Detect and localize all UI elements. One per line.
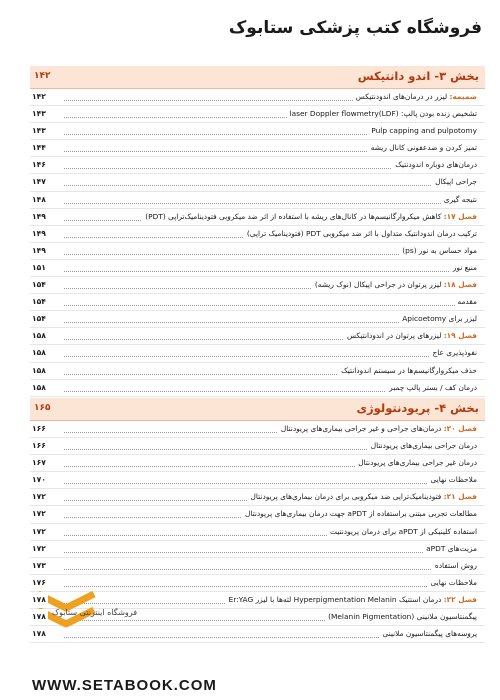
section-page-number: ۱۶۵ [34, 403, 51, 413]
toc-entry [30, 106, 485, 123]
toc-entry [30, 328, 485, 345]
toc-entry-text [423, 541, 477, 557]
toc-entry [30, 294, 485, 311]
dot-leader [64, 174, 477, 186]
entry-title: درمان‌های دوباره اندودنتیک [395, 160, 477, 170]
chapter-label: ضمیمه: [449, 92, 477, 101]
entry-title: مطالعات تجربی مبتنی براستفاده از aPDT جهت درمان بیماری‌های پریودنتال [244, 509, 477, 519]
section-endodontics [30, 66, 485, 397]
toc-page-number: ۱۷۰ [32, 472, 48, 488]
entry-title: نتیجه گیری [443, 194, 477, 204]
toc-entry [30, 277, 485, 294]
toc-entry [30, 438, 485, 455]
dot-leader [64, 192, 477, 204]
entry-title: فتودینامیک‌تراپی ضد میکروبی برای درمان بیماری‌های پریودنتال [250, 492, 442, 502]
store-logo [32, 584, 182, 638]
toc-entry [30, 455, 485, 472]
toc-page-number: ۱۴۹ [32, 243, 48, 259]
dot-leader [64, 260, 477, 272]
toc-entry-text [226, 592, 477, 608]
toc-entry-text [386, 380, 477, 396]
toc-page-number: ۱۷۸ [32, 609, 48, 625]
toc-entry-text [244, 226, 477, 242]
toc-entry-text [248, 489, 477, 505]
chapter-label: فصل ۱۸: [443, 280, 477, 290]
toc-entry-text [278, 421, 477, 437]
section-title: بخش ۳- اندو دانتیکس [357, 69, 479, 83]
entry-title: تمیز کردن و ضدعفونی کانال ریشه [370, 143, 477, 153]
entry-title: مقدمه [457, 297, 477, 307]
toc-page-number: ۱۵۸ [32, 328, 48, 344]
chapter-label: فصل ۲۰: [443, 424, 477, 433]
dot-leader [64, 294, 477, 306]
toc-entry-text [368, 140, 477, 156]
toc-entry-text [428, 472, 478, 488]
toc-entry [30, 260, 485, 277]
toc-entry-text [399, 311, 477, 327]
toc-entry [30, 140, 485, 157]
toc-page-number: ۱۵۸ [32, 363, 48, 379]
toc-entry-text [312, 277, 477, 293]
toc-entry-text [338, 363, 477, 379]
toc-entry-text [399, 243, 477, 259]
footer-url[interactable]: WWW.SETABOOK.COM [32, 677, 217, 694]
dot-leader [64, 558, 477, 570]
toc-entry [30, 311, 485, 328]
toc-entry-text [455, 294, 478, 310]
dot-leader [64, 541, 477, 553]
toc-page-number: ۱۷۶ [32, 575, 48, 591]
toc-entry-text [432, 174, 477, 190]
toc-entry-text [441, 192, 477, 208]
dot-leader [64, 472, 477, 484]
entry-title: لیزرهای پرتوان در اندودانتیکس [346, 331, 442, 341]
toc-page-number: ۱۷۲ [32, 506, 48, 522]
store-title: فروشگاه کتب پزشکی ستابوک [228, 18, 482, 38]
toc-entry-text [392, 157, 477, 173]
toc-page-number: ۱۴۸ [32, 192, 48, 208]
entry-title: Pulp capping and pulpotomy [371, 126, 477, 136]
toc-list [30, 89, 485, 397]
toc-page-number: ۱۶۷ [32, 455, 48, 471]
toc-page-number: ۱۴۴ [32, 140, 48, 156]
toc-page-number: ۱۴۲ [32, 89, 48, 105]
entry-title: درمان‌های جراحی و غیر جراحی بیماری‌های پریودنتال [280, 424, 442, 433]
entry-title: منبع نور [452, 262, 477, 272]
toc-entry [30, 157, 485, 174]
toc-entry-text [368, 438, 477, 454]
toc-entry-text [432, 558, 477, 574]
toc-page-number: ۱۵۱ [32, 260, 48, 276]
section-page-number: ۱۴۲ [34, 71, 51, 81]
toc-entry [30, 226, 485, 243]
toc-page-number: ۱۷۳ [32, 558, 48, 574]
entry-title: درمان کف / بستر پالپ چمبر [389, 382, 477, 392]
toc-page-number: ۱۵۴ [32, 311, 48, 327]
entry-title: پیگمنتاسیون ملانینی (Melanin Pigmentation) [328, 612, 477, 622]
entry-title: لیزر پرتوان در جراحی اپیکال (نوک ریشه) [314, 280, 442, 290]
toc-entry-text [429, 345, 477, 361]
entry-title: روش استفاده [434, 560, 477, 570]
toc-page-number: ۱۵۴ [32, 277, 48, 293]
toc-entry-text [325, 609, 477, 625]
toc-entry-text [287, 106, 477, 122]
toc-page-number: ۱۴۳ [32, 106, 48, 122]
entry-title: استفاده کلینیکی از aPDT برای درمان پریودنتیت [329, 526, 477, 536]
toc-page-number: ۱۴۳ [32, 123, 48, 139]
toc-page-number: ۱۶۶ [32, 421, 48, 437]
toc-entry-text [242, 506, 477, 522]
entry-title: ملاحظات نهایی [430, 577, 477, 587]
toc-entry [30, 558, 485, 575]
dot-leader [64, 345, 477, 357]
toc-entry [30, 363, 485, 380]
toc-page-number: ۱۴۹ [32, 226, 48, 242]
toc-entry-text [368, 123, 477, 139]
toc-entry [30, 541, 485, 558]
entry-title: لیزر در درمان‌های اندودنتیکس [355, 92, 448, 101]
section-header [30, 66, 485, 89]
toc-page-number: ۱۴۹ [32, 209, 48, 225]
chapter-label: فصل ۱۷: [443, 211, 477, 221]
toc-entry-text [379, 626, 477, 642]
toc-page-number: ۱۵۴ [32, 294, 48, 310]
entry-title: نفوذپذیری عاج [432, 348, 477, 358]
toc-page-number: ۱۷۸ [32, 626, 48, 642]
entry-title: ترکیب درمان اندودانتیک متداول با اثر ضد میکروبی PDT (فتودینامیک تراپی) [246, 228, 477, 238]
toc-entry [30, 345, 485, 362]
toc-page-number: ۱۵۸ [32, 380, 48, 396]
toc-page-number: ۱۴۶ [32, 157, 48, 173]
toc-entry [30, 192, 485, 209]
toc-page-number: ۱۷۲ [32, 489, 48, 505]
toc-page-number: ۱۴۷ [32, 174, 48, 190]
toc-page-number: ۱۵۸ [32, 345, 48, 361]
toc-entry [30, 174, 485, 191]
entry-title: درمان غیر جراحی بیماری‌های پریودنتال [358, 458, 477, 468]
toc-entry [30, 243, 485, 260]
logo-brand-text: فروشگاه اینترنتی ستابوک [52, 608, 138, 617]
toc-entry [30, 123, 485, 140]
chapter-label: فصل ۲۲: [443, 594, 477, 604]
entry-title: حذف میکروارگانیسم‌ها در سیستم اندودانتیک [341, 365, 477, 375]
toc-entry-text [355, 455, 477, 471]
toc-entry-text [428, 575, 478, 591]
entry-title: درمان استتیک Hyperpigmentation Melanin لثه‌ها با لیزر Er:YAG [228, 594, 442, 604]
toc-entry [30, 489, 485, 506]
entry-title: درمان جراحی بیماری‌های پریودنتال [370, 441, 477, 451]
toc-entry [30, 209, 485, 226]
toc-entry-text [142, 209, 477, 225]
entry-title: تشخیص زنده بودن پالپ: laser Doppler flowmetry(LDF) [289, 109, 477, 119]
chapter-label: فصل ۱۹: [443, 331, 477, 341]
toc-entry [30, 472, 485, 489]
toc-page-number: ۱۷۲ [32, 541, 48, 557]
toc-entry [30, 524, 485, 541]
entry-title: مزیت‌های aPDT [426, 543, 477, 553]
section-title: بخش ۴- پریودنتولوژی [356, 401, 479, 415]
toc-entry-text [327, 524, 477, 540]
entry-title: لیزر برای Apicoetomy [402, 314, 477, 324]
toc-page-number: ۱۷۸ [32, 592, 48, 608]
toc-entry-text [344, 328, 477, 344]
entry-title: پروسه‌های پیگمنتاسیون ملانینی [382, 629, 477, 639]
toc-entry [30, 89, 485, 106]
entry-title: مواد حساس به نور (ps) [402, 245, 477, 255]
entry-title: ملاحظات نهایی [430, 475, 477, 485]
toc-page-number: ۱۶۶ [32, 438, 48, 454]
toc-entry-text [353, 89, 477, 105]
toc-entry [30, 380, 485, 397]
toc-page-number: ۱۷۲ [32, 524, 48, 540]
entry-title: جراحی اپیکال [435, 177, 477, 187]
entry-title: کاهش میکروارگانیسم‌ها در کانال‌های ریشه با استفاده از اثر ضد میکروبی فتودینامیک‌تراپی (PDT) [145, 211, 442, 221]
toc-entry [30, 421, 485, 438]
section-header [30, 398, 485, 421]
toc-entry-text [450, 260, 477, 276]
toc-entry [30, 506, 485, 523]
chapter-label: فصل ۲۱: [443, 492, 477, 502]
